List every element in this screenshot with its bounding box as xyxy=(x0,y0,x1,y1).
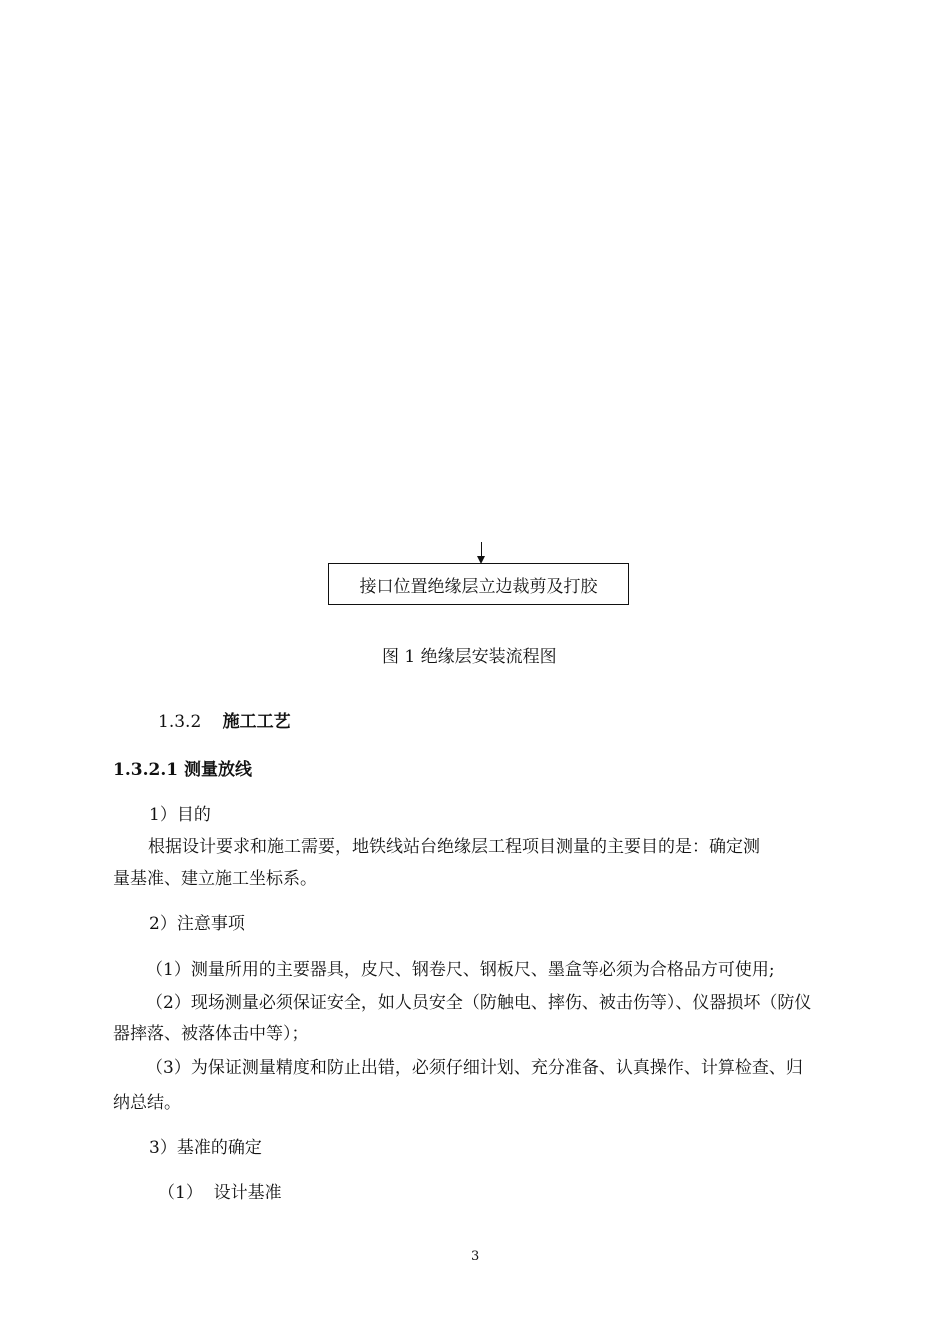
section-title: 施工工艺 xyxy=(222,712,291,732)
figure-caption: 图 1 绝缘层安装流程图 xyxy=(382,647,557,667)
datum-sub-item-1: （1） 设计基准 xyxy=(158,1183,282,1203)
notes-item-3-line2: 纳总结。 xyxy=(113,1093,181,1113)
purpose-paragraph-line1: 根据设计要求和施工需要，地铁线站台绝缘层工程项目测量的主要目的是：确定测 xyxy=(148,837,760,857)
subsection-heading: 1.3.2.1 测量放线 xyxy=(113,760,252,780)
notes-item-2-line1: （2）现场测量必须保证安全，如人员安全（防触电、摔伤、被击伤等）、仪器损坏（防仪 xyxy=(146,993,812,1013)
notes-item-2-line2: 器摔落、被落体击中等）； xyxy=(113,1024,309,1044)
section-number: 1.3.2 施工工艺 xyxy=(158,712,291,732)
datum-heading: 3）基准的确定 xyxy=(149,1138,262,1158)
notes-heading: 2）注意事项 xyxy=(149,914,245,934)
flowchart-box xyxy=(328,563,629,605)
page-number: 3 xyxy=(471,1249,480,1264)
purpose-heading: 1）目的 xyxy=(149,805,211,825)
flowchart-box-label: 接口位置绝缘层立边裁剪及打胶 xyxy=(359,576,598,597)
notes-item-1: （1）测量所用的主要器具，皮尺、钢卷尺、钢板尺、墨盒等必须为合格品方可使用; xyxy=(146,960,775,980)
notes-item-3-line1: （3）为保证测量精度和防止出错，必须仔细计划、充分准备、认真操作、计算检查、归 xyxy=(146,1058,803,1078)
purpose-paragraph-line2: 量基准、建立施工坐标系。 xyxy=(113,869,317,889)
